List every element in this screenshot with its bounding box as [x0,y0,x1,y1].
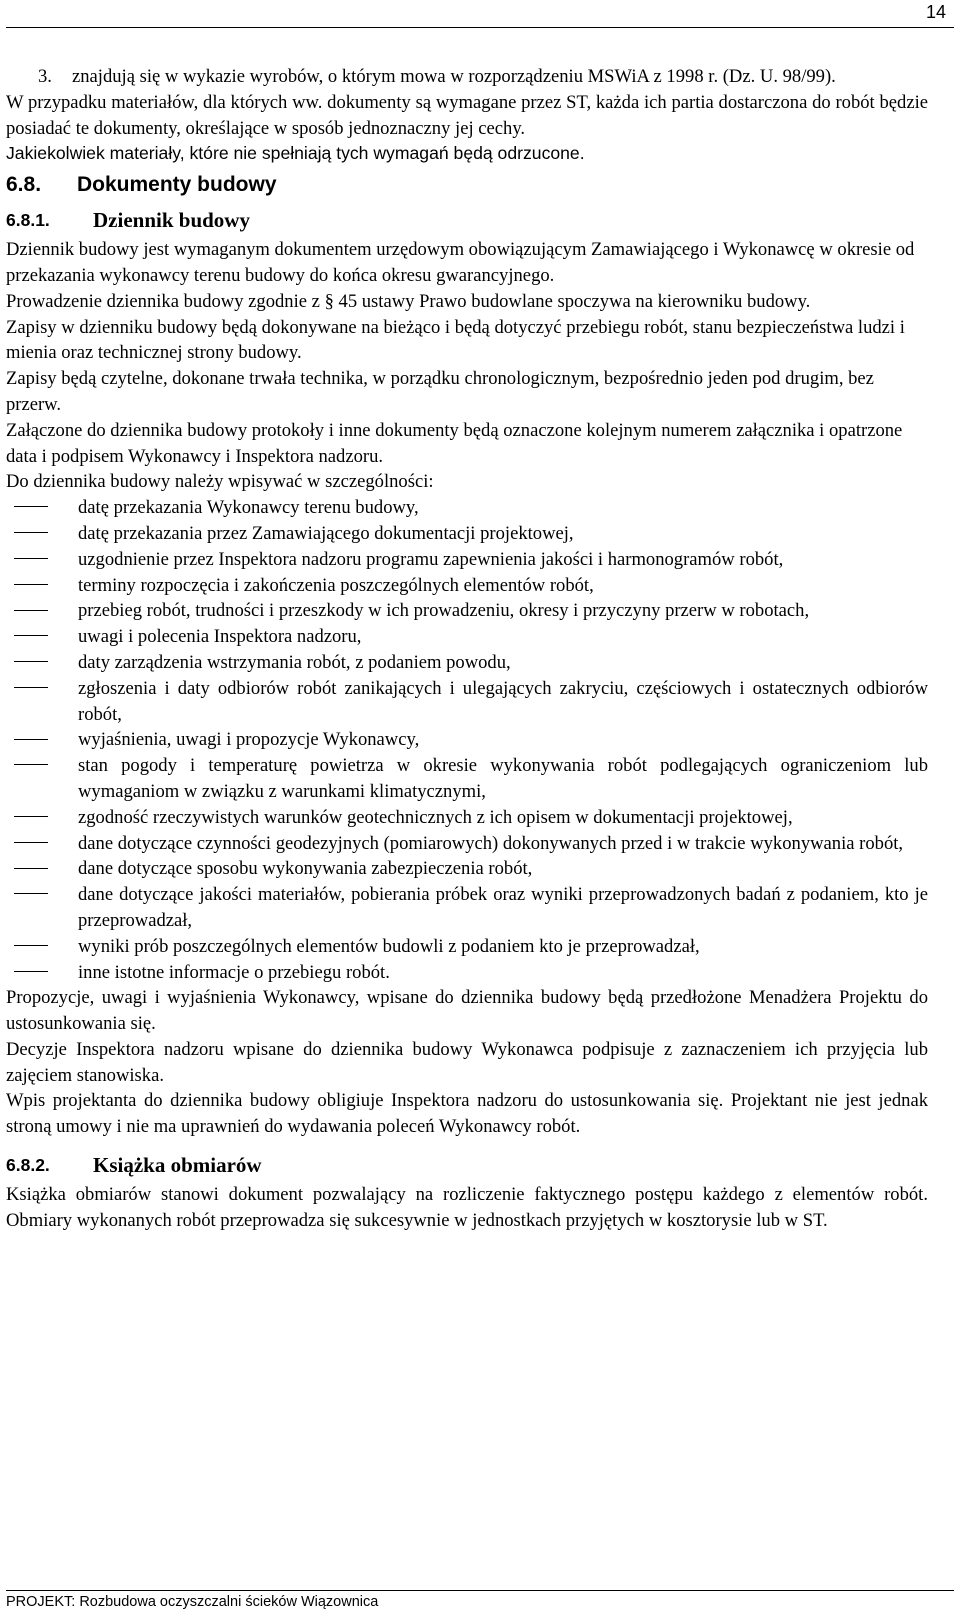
dash-bullet [6,805,78,831]
dash-bullet [6,676,78,728]
dash-bullet [6,573,78,599]
paragraph: Dziennik budowy jest wymaganym dokumentem urzędowym obowiązującym Zamawiającego i Wykonawcę w okresie od przekazania wykonawcy terenu budowy do końca okresu gwarancyjnego. [6,239,915,286]
dash-bullet [6,547,78,573]
paragraph: Załączone do dziennika budowy protokoły i inne dokumenty będą oznaczone kolejnym numerem załącznika i opatrzone data i podpisem Wykonawcy i Inspektora nadzoru. [6,419,903,467]
list-item: uzgodnienie przez Inspektora nadzoru programu zapewnienia jakości i harmonogramów robót, [6,547,928,573]
dash-bullet [6,960,78,986]
list-item: wyniki prób poszczególnych elementów budowli z podaniem kto je przeprowadzał, [6,934,928,960]
list-item: uwagi i polecenia Inspektora nadzoru, [6,624,928,650]
page-footer: PROJEKT: Rozbudowa oczyszczalni ścieków Wiązownica [6,1594,379,1610]
dash-bullet [6,831,78,857]
dash-bullet [6,624,78,650]
entries-list [6,495,928,985]
item-text: znajdują się w wykazie wyrobów, o którym mowa w rozporządzeniu MSWiA z 1998 r. (Dz. U. 98/99). [72,66,836,87]
intro-paragraph-rejected: Jakiekolwiek materiały, które nie spełniają tych wymagań będą odrzucone. [6,143,585,164]
dash-bullet [6,753,78,805]
header-rule [6,27,954,28]
dash-bullet [6,727,78,753]
page-content [6,64,928,1234]
section-heading [6,173,928,197]
list-item: datę przekazania przez Zamawiającego dokumentacji projektowej, [6,521,928,547]
list-item: przebieg robót, trudności i przeszkody w ich prowadzeniu, okresy i przyczyny przerw w robotach, [6,598,928,624]
item-number: 3. [38,66,52,87]
paragraph: Książka obmiarów stanowi dokument pozwalający na rozliczenie faktycznego postępu każdego z elementów robót. Obmiary wykonanych robót przeprowadza się sukcesywnie w jednostkach przyjętych w kosztorysie lub w ST. [6,1184,928,1231]
paragraph: Propozycje, uwagi i wyjaśnienia Wykonawcy, wpisane do dziennika budowy będą przedłożone Menadżera Projektu do ustosunkowania się. [6,987,928,1035]
subsection-number: 6.8.2. [6,1155,50,1176]
subsection-heading [6,205,928,235]
numbered-item [6,64,928,90]
section-number: 6.8. [6,173,42,197]
dash-bullet [6,650,78,676]
list-item: stan pogody i temperaturę powietrza w okresie wykonywania robót podlegających ograniczeniom lub wymaganiom w związku z warunkami klimatycznymi, [6,753,928,805]
subsection-number: 6.8.1. [6,210,50,231]
list-item: wyjaśnienia, uwagi i propozycje Wykonawcy, [6,727,928,753]
subsection-title: Książka obmiarów [93,1153,262,1178]
list-item: terminy rozpoczęcia i zakończenia poszczególnych elementów robót, [6,573,928,599]
paragraph: Wpis projektanta do dziennika budowy obligiuje Inspektora nadzoru do ustosunkowania się. Projektant nie jest jednak stroną umowy i nie ma uprawnień do wydawania poleceń Wykonawcy robót. [6,1090,928,1138]
paragraph: Do dziennika budowy należy wpisywać w szczególności: [6,471,434,493]
intro-paragraph: W przypadku materiałów, dla których ww. dokumenty są wymagane przez ST, każda ich partia dostarczona do robót będzie posiadać te dokumenty, określające w sposób jednoznaczny jej cechy. [6,91,928,139]
list-item: daty zarządzenia wstrzymania robót, z podaniem powodu, [6,650,928,676]
list-item: zgłoszenia i daty odbiorów robót zanikających i ulegających zakryciu, częściowych i ostatecznych odbiorów robót, [6,676,928,728]
subsection-heading [6,1150,928,1180]
section-title: Dokumenty budowy [77,173,277,197]
page-number: 14 [925,2,946,22]
paragraph: Prowadzenie dziennika budowy zgodnie z § 45 ustawy Prawo budowlane spoczywa na kierowniku budowy. [6,290,811,312]
paragraph: Zapisy będą czytelne, dokonane trwała technika, w porządku chronologicznym, bezpośrednio jeden pod drugim, bez przerw. [6,368,874,415]
dash-bullet [6,934,78,960]
list-item: zgodność rzeczywistych warunków geotechnicznych z ich opisem w dokumentacji projektowej, [6,805,928,831]
list-item: datę przekazania Wykonawcy terenu budowy, [6,495,928,521]
paragraph: Decyzje Inspektora nadzoru wpisane do dziennika budowy Wykonawca podpisuje z zaznaczeniem ich przyjęcia lub zajęciem stanowiska. [6,1038,928,1086]
paragraph: Zapisy w dzienniku budowy będą dokonywane na bieżąco i będą dotyczyć przebiegu robót, stanu bezpieczeństwa ludzi i mienia oraz technicznej strony budowy. [6,316,905,364]
list-item: dane dotyczące sposobu wykonywania zabezpieczenia robót, [6,856,928,882]
dash-bullet [6,495,78,521]
list-item: dane dotyczące jakości materiałów, pobierania próbek oraz wyniki przeprowadzonych badań z podaniem, kto je przeprowadzał, [6,882,928,934]
footer-rule [6,1590,954,1591]
list-item: dane dotyczące czynności geodezyjnych (pomiarowych) dokonywanych przed i w trakcie wykonywania robót, [6,831,928,857]
dash-bullet [6,598,78,624]
dash-bullet [6,856,78,882]
dash-bullet [6,521,78,547]
subsection-title: Dziennik budowy [93,208,250,233]
list-item: inne istotne informacje o przebiegu robót. [6,960,928,986]
dash-bullet [6,882,78,934]
